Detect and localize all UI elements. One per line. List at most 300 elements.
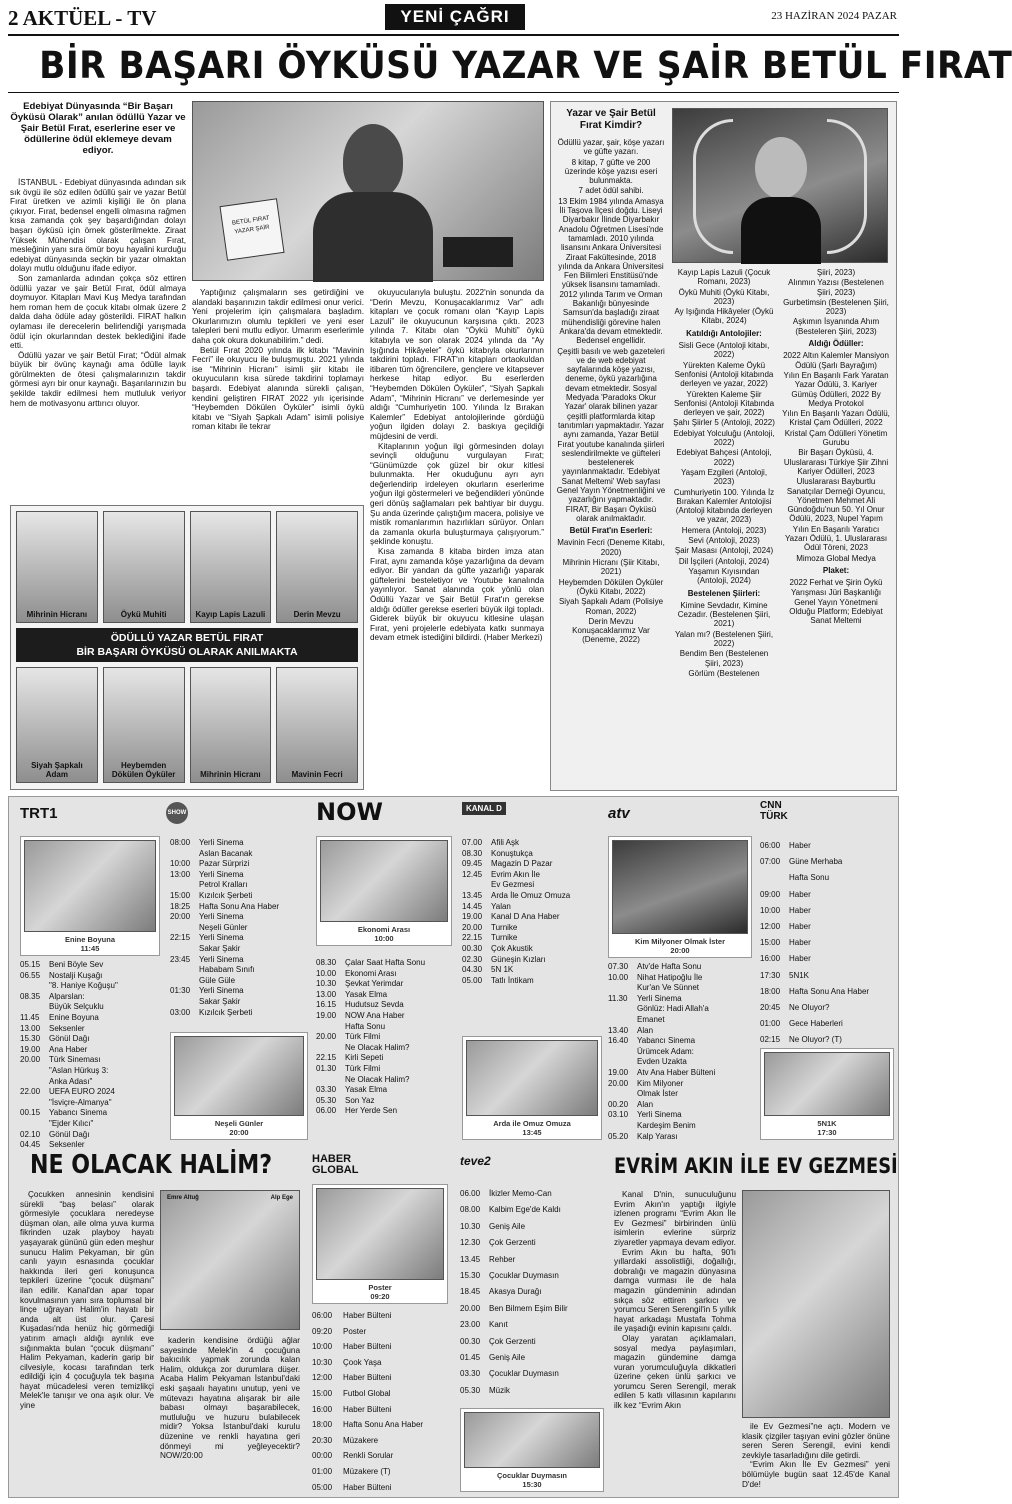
schedule-row (20, 1077, 160, 1088)
schedule-program: Türk Sineması (49, 1055, 101, 1065)
article-paragraph: Ödüllü yazar ve şair Betül Fırat; “Ödül almak büyük bir övünç kaynağı ama ödülle layık görülmekten de ötesi çalışmalarınızın takdir görmesi ayrı bir onur kaynağı. Başarılarınızın bu şekilde takdir edilmesi hem mutluluk veriyor hem de motivasyonu arttırıcı oluyor. (10, 350, 186, 408)
schedule-row (608, 1100, 752, 1111)
work-item: Ay Işığında Hikâyeler (Öykü Kitabı, 2024) (674, 307, 774, 326)
schedule-program: Neşeli Günler (199, 922, 248, 932)
schedule-program: Güne Merhaba (789, 857, 843, 867)
article-paragraph: okuyucularıyla buluştu. 2022'nin sonunda da “Derin Mevzu, Konuşacaklarımız Var” adlı kitapları ve çocuk romanı olan “Kayıp Lapis Lazuli” ile okuyucunun karşısına çıktı. 2023 yılında 7. Kitabı olan “Öykü Muhiti” öykü kitabıyla ve son olarak 2024 yılında da “Ay Işığında Hikâyeler” öykü kitabıyla okurlarının takdirini topladı. FIRAT'ın kitapları ortaokuldan itibaren tüm öğrencilere, gençlere ve kitapsever herkese hitap ediyor. Bu eserlerden “Heybemden Dökülen Öyküler”, “Siyah Şapkalı Adam”, “Mihrinin Hicranı” ve derlemesinde yer aldığı “Cumhuriyetin 100. Yılında İz Bırakan Kalemler” Edebiyat antolojilerinde gördüğü yoğun ilgiden dolayı 2. baskıya geçildiği müjdesini de verdi. (370, 288, 544, 441)
schedule-program: Nihat Hatipoğlu İle (637, 972, 703, 982)
newspaper-logo[interactable] (385, 4, 525, 30)
book-cover: Siyah Şapkalı Adam (16, 667, 98, 783)
schedule-row (608, 983, 752, 994)
program-time: 13:45 (522, 1128, 542, 1137)
schedule-row (20, 1013, 160, 1024)
schedule-row (608, 1015, 752, 1026)
schedule-row (316, 1032, 454, 1043)
schedule-row (460, 1284, 604, 1300)
schedule-time: 05.20 (608, 1131, 629, 1141)
schedule-program: Hafta Sonu Ana Haber (199, 901, 280, 911)
schedule-row (312, 1402, 452, 1418)
schedule-time (170, 880, 199, 891)
schedule-time: 20.00 (462, 922, 483, 932)
program-time: 09:20 (370, 1292, 390, 1301)
schedule-row (316, 1053, 454, 1064)
schedule-program: Büyük Selçuklu (49, 1002, 104, 1012)
program-caption: Enine Boyuna (64, 935, 115, 944)
schedule-row (20, 971, 160, 982)
schedule-row (20, 1108, 160, 1119)
schedule-row (170, 965, 308, 976)
schedule-time: 17:30 (760, 970, 781, 980)
haberglobal-logo (312, 1154, 358, 1176)
schedule-row (760, 870, 894, 886)
schedule-time: 10.30 (316, 979, 337, 989)
schedule-program: Çocuklar Duymasın (489, 1271, 559, 1281)
author-body (313, 192, 433, 282)
schedule-time: 13.45 (460, 1254, 481, 1264)
poster-name: Alp Ege (270, 1195, 293, 1201)
schedule-time: 15:00 (312, 1388, 333, 1398)
work-item: Mavinin Fecri (Deneme Kitabı, 2020) (557, 538, 665, 557)
schedule-time: 19.00 (462, 912, 483, 922)
schedule-program: Çalar Saat Hafta Sonu (345, 958, 426, 967)
schedule-time: 08.00 (460, 1205, 481, 1215)
program-time: 20:00 (670, 946, 690, 955)
portrait-body (741, 197, 821, 264)
article-column-2 (192, 288, 364, 500)
schedule-time: 03.30 (316, 1085, 337, 1095)
program-caption: Arda ile Omuz Omuza (493, 1119, 571, 1128)
schedule-time (170, 849, 199, 860)
schedule-row (170, 859, 308, 870)
schedule-time: 15:00 (170, 890, 191, 900)
author-figure (343, 124, 403, 199)
schedule-time (170, 976, 199, 987)
schedule-row (460, 1268, 604, 1284)
evrim-story-column-2 (742, 1422, 890, 1492)
schedule-row (170, 1008, 308, 1019)
schedule-time (608, 1047, 637, 1058)
schedule-time: 06.00 (316, 1106, 337, 1116)
schedule-time: 23.00 (460, 1320, 481, 1330)
schedule-row (170, 838, 308, 849)
bio-text: Ödüllü yazar, şair, köşe yazarı ve güfte yazarı. (557, 138, 665, 157)
schedule-program: Turnike (491, 922, 518, 932)
schedule-program: Evden Uzakta (637, 1057, 687, 1067)
schedule-program: NOW Ana Haber (345, 1010, 405, 1020)
now-schedule (316, 958, 454, 1117)
schedule-time: 18:00 (312, 1420, 333, 1430)
award-item: Yılın En Başarılı Fark Yaratan Yazar Ödülü, 3. Kariyer Gümüş Ödülleri, 2022 By Medya Protokol (783, 370, 889, 408)
anthology-item: Şahı Şiirler 5 (Antoloji, 2022) (673, 418, 775, 428)
anthology-item: Yürekten Kaleme Öykü Senfonisi (Antoloji kitabında derleyen ve yazar, 2022) (674, 360, 774, 389)
schedule-row (608, 1089, 752, 1100)
schedule-program: Pazar Sürprizi (199, 859, 250, 869)
anthology-item: Cumhuriyetin 100. Yılında İz Bırakan Kalemler Antolojisi (Antoloji kitabında derleyen ve yazar, 2023) (673, 487, 775, 525)
schedule-program: Haber Bülteni (343, 1482, 392, 1492)
banner-line: ÖDÜLLÜ YAZAR BETÜL FIRAT (110, 632, 264, 644)
schedule-row (316, 1096, 454, 1107)
award-item: Bir Başarı Öyküsü, 4. Uluslararası Türkiye Şiir Zihni Kariyer Ödülleri, 2023 (783, 448, 889, 476)
schedule-program: Seksenler (49, 1023, 85, 1033)
poster-name: Emre Altuğ (167, 1195, 199, 1201)
schedule-program: Olmak İster (637, 1089, 678, 1099)
schedule-time (316, 1075, 345, 1086)
section-name: AKTÜEL - TV (22, 6, 157, 30)
work-item: Derin Mevzu Konuşacaklarımız Var (Deneme, 2022) (572, 616, 650, 645)
header-rule (8, 34, 899, 36)
schedule-time: 12.30 (460, 1238, 481, 1248)
schedule-program: Ne Oluyor? (T) (789, 1035, 842, 1045)
schedule-program: Haber Bülteni (343, 1311, 392, 1320)
schedule-time: 03:00 (170, 1007, 191, 1017)
schedule-time: 08.35 (20, 991, 41, 1001)
schedule-time (608, 1089, 637, 1100)
schedule-program: Nostalji Kuşağı (49, 970, 103, 980)
schedule-row (462, 870, 602, 881)
teve2-schedule (460, 1186, 604, 1399)
schedule-time: 16:00 (312, 1404, 333, 1414)
schedule-program: Konuştukça (491, 848, 533, 858)
teve2-card (460, 1408, 604, 1492)
schedule-program: Kızılcık Şerbeti (199, 890, 253, 900)
schedule-program: "İsviçre-Almanya" (49, 1097, 112, 1107)
schedule-program: Ürümcek Adam: (637, 1046, 694, 1056)
schedule-row (760, 919, 894, 935)
schedule-time (170, 997, 199, 1008)
logo-line: HABER (312, 1153, 352, 1165)
schedule-program: Renkli Sorular (343, 1451, 394, 1461)
schedule-program: Yerli Sinema (199, 986, 244, 996)
schedule-row (462, 859, 602, 870)
schedule-program: Poster (343, 1326, 367, 1336)
schedule-row (20, 1130, 160, 1141)
schedule-program: Turnike (491, 933, 518, 943)
songs-heading: Bestelenen Şiirleri: (687, 588, 761, 598)
schedule-program: Gönül Dağı (49, 1129, 90, 1139)
schedule-row (20, 1055, 160, 1066)
schedule-row (312, 1417, 452, 1433)
schedule-time (608, 983, 637, 994)
page-number: 2 (8, 6, 19, 30)
schedule-program: Gönlüz: Hadi Allah'a (637, 1004, 709, 1014)
schedule-time: 10:30 (312, 1357, 333, 1367)
article-column-3 (370, 288, 544, 790)
schedule-time: 22.00 (20, 1087, 41, 1097)
schedule-time: 01.45 (460, 1353, 481, 1363)
book-cover: Mihrinin Hicranı (16, 511, 98, 623)
book-stack (443, 237, 513, 267)
schedule-time: 12.45 (462, 869, 483, 879)
schedule-time: 10:00 (170, 859, 191, 869)
schedule-program: 5N 1K (491, 965, 514, 975)
show-photo (174, 1036, 304, 1116)
schedule-time: 19.00 (608, 1067, 629, 1077)
schedule-program: Enine Boyuna (49, 1012, 99, 1022)
sidebar-column-1 (556, 138, 666, 788)
author-portrait (672, 108, 888, 263)
schedule-program: Yasak Elma (345, 989, 388, 999)
schedule-time (170, 923, 199, 934)
schedule-program: Müzakere (343, 1435, 379, 1445)
schedule-row (462, 933, 602, 944)
schedule-program: Tatlı İntikam (491, 975, 534, 985)
schedule-program: Yalan (491, 901, 511, 911)
schedule-time: 20.00 (460, 1303, 481, 1313)
sidebar-column-2 (672, 268, 776, 788)
plaque-heading: Plaket: (822, 565, 850, 575)
schedule-program: UEFA EURO 2024 (49, 1087, 115, 1097)
song-item: Yalan mı? (Bestelenen Şiiri, 2022) (674, 629, 774, 648)
schedule-time: 18.45 (460, 1287, 481, 1297)
schedule-row (316, 1011, 454, 1022)
schedule-program: Geniş Aile (489, 1353, 526, 1363)
schedule-program: Sakar Şakir (199, 943, 241, 953)
schedule-row (608, 1121, 752, 1132)
schedule-time: 15.30 (460, 1271, 481, 1281)
book-cover: Derin Mevzu (276, 511, 358, 623)
schedule-row (312, 1480, 452, 1496)
schedule-program: Geniş Aile (489, 1221, 526, 1231)
schedule-program: Yabancı Sinema (49, 1108, 108, 1118)
program-caption: Neşeli Günler (214, 1119, 264, 1128)
logo-text: YENİ ÇAĞRI (400, 7, 510, 26)
schedule-time: 12:00 (760, 922, 781, 932)
schedule-row (20, 1045, 160, 1056)
schedule-program: Kalp Yarası (637, 1131, 678, 1141)
schedule-time: 07.00 (462, 838, 483, 847)
schedule-program: "Ejder Kılıcı" (49, 1118, 94, 1128)
schedule-program: Kanıt (489, 1320, 508, 1330)
schedule-program: Alparslan: (49, 991, 85, 1001)
anthology-item: Hemera (Antoloji, 2023) (681, 525, 767, 535)
schedule-row (312, 1324, 452, 1340)
schedule-program: Alan (637, 1099, 654, 1109)
schedule-program: Yerli Sinema (637, 1110, 682, 1120)
schedule-row (20, 1066, 160, 1077)
schedule-row (760, 854, 894, 870)
schedule-program: Her Yerde Sen (345, 1106, 398, 1116)
schedule-row (170, 955, 308, 966)
schedule-time: 22.15 (462, 933, 483, 943)
schedule-row (760, 1016, 894, 1032)
book-cover: Mihrinin Hicranı (190, 667, 272, 783)
schedule-time: 19.00 (20, 1044, 41, 1054)
schedule-row (608, 962, 752, 973)
schedule-program: Hafta Sonu (345, 1021, 386, 1031)
anthology-heading: Katıldığı Antolojiler: (686, 328, 762, 338)
schedule-row (608, 1004, 752, 1015)
teve2-logo: teve2 (460, 1154, 491, 1168)
trt1-photo (24, 840, 156, 932)
anthology-item: Yaşamın Kıyısından (Antoloji, 2024) (688, 566, 760, 586)
award-item: 2022 Altın Kalemler Mansiyon Ödülü (Şarlı Bayrağım) (783, 351, 889, 370)
schedule-row (20, 1024, 160, 1035)
schedule-row (20, 1034, 160, 1045)
schedule-row (20, 981, 160, 992)
program-caption: 5N1K (817, 1119, 837, 1128)
schedule-row (608, 1047, 752, 1058)
plaque-item: 2022 Ferhat ve Şirin Öykü Yarışması Jüri Başkanlığı (789, 578, 883, 597)
schedule-time (170, 965, 199, 976)
schedule-program: Yerli Sinema (199, 838, 244, 847)
schedule-program: Haber (789, 889, 811, 899)
schedule-time: 18:00 (760, 986, 781, 996)
evrim-story-title: EVRİM AKIN İLE EV GEZMESİ (614, 1154, 898, 1178)
schedule-program: Hafta Sonu (789, 873, 830, 883)
schedule-row (608, 1068, 752, 1079)
schedule-program: Gönül Dağı (49, 1034, 90, 1044)
award-item: Yılın En Başarılı Yaratıcı Yazarı Ödülü, 1. Uluslararası Ödül Töreni, 2023 (784, 524, 888, 553)
schedule-time (20, 981, 49, 992)
schedule-program: Ekonomi Arası (345, 968, 397, 978)
schedule-row (312, 1339, 452, 1355)
schedule-time: 00.30 (462, 943, 483, 953)
schedule-time (20, 1098, 49, 1109)
schedule-row (760, 968, 894, 984)
schedule-row (760, 935, 894, 951)
schedule-program: Çocuklar Duymasın (489, 1369, 559, 1379)
schedule-row (312, 1464, 452, 1480)
schedule-time: 16.15 (316, 1000, 337, 1010)
article-paragraph: Kitaplarının yoğun ilgi görmesinden dolayı sevinçli olduğunu vurgulayan Fırat; “Günümüzde çok güzel bir okur kitlesi bulunmakta. Her okuduğunu ayrı ayrı değerlendirip irdeleyen okurların eserlerime yoğun ilgi göstermeleri ve beğendikleri yönünde geri dönüş sağlamaları pek bahtiyar bir duygu. Şu anda üzerinde çalıştığım macera, polisiye ve mistik romanlarımın hazırlıkları sürüyor. Onları da zamanla okurla buluşturmaya çalışıyorum.” şeklinde konuştu. (370, 441, 544, 547)
schedule-row (462, 923, 602, 934)
evrim-story-column-1 (614, 1190, 736, 1490)
schedule-program: Haber Bülteni (343, 1342, 392, 1352)
schedule-time: 10.30 (460, 1221, 481, 1231)
schedule-time: 04.30 (462, 965, 483, 975)
evrim-photo (742, 1190, 890, 1418)
schedule-row (316, 1022, 454, 1033)
schedule-program: Hafta Sonu Ana Haber (343, 1420, 424, 1430)
haberglobal-schedule (312, 1308, 452, 1495)
schedule-time: 12:00 (312, 1373, 333, 1383)
atv-logo: atv (608, 805, 630, 822)
schedule-program: Çok Akustik (491, 943, 533, 953)
schedule-time: 22:15 (170, 933, 191, 943)
schedule-program: Kardeşim Benim (637, 1120, 696, 1130)
schedule-time: 13:00 (170, 869, 191, 879)
schedule-row (760, 1032, 894, 1048)
article-paragraph: Son zamanlarda adından çokça söz ettiren ödüllü yazar ve şair Betül Fırat, ödül almaya doymuyor. Kitapları Mavi Kuş Medya tarafından hem roman hem de çocuk kitabı olmak üzere 2 dalda daha ödüle aday gösterildi. FIRAT halkın oylaması ile derecelerin belirlendiği yarışmada ödül için okurlarından destek beklediğini ifade etti. (10, 273, 186, 351)
sign-line: YAZAR ŞAİR (234, 224, 270, 236)
schedule-program: Müzakere (T) (343, 1466, 391, 1476)
schedule-time (608, 1121, 637, 1132)
schedule-program: Müzik (489, 1385, 510, 1395)
schedule-program: Arda İle Omuz Omuza (491, 890, 571, 900)
schedule-time (316, 1022, 345, 1033)
show-schedule (170, 838, 308, 1018)
schedule-time: 20:00 (170, 912, 191, 922)
schedule-program: Şevkat Yerimdar (345, 979, 404, 989)
song-item: Gurbetimsin (Bestelenen Şiiri, 2023) (783, 297, 889, 317)
schedule-row (312, 1386, 452, 1402)
schedule-row (608, 973, 752, 984)
schedule-row (312, 1355, 452, 1371)
program-time: 11:45 (80, 944, 100, 953)
show-logo: SHOW (166, 802, 188, 824)
schedule-program: Ana Haber (49, 1044, 88, 1054)
schedule-time: 07:00 (760, 857, 781, 867)
schedule-time: 11.30 (608, 993, 628, 1003)
schedule-program: Akasya Durağı (489, 1287, 542, 1297)
schedule-row (608, 1079, 752, 1090)
anthology-item: Sevi (Antoloji, 2023) (688, 536, 760, 546)
schedule-program: Son Yaz (345, 1095, 375, 1105)
schedule-program: Haber Bülteni (343, 1404, 392, 1414)
schedule-time: 10:00 (760, 905, 781, 915)
story-paragraph: Evrim Akın bu hafta, 90'lı yıllardaki assolistliği, doğallığı, dobralığı ve magazin dünyasına damga vurması ile de hala magazin gündeminin adından sıkça söz ettiren şarkıcı ve yorumcu Seren Serengil'in 5 yıllık hayat arkadaşı Mustafa Tohma ile yaşadığı evinin kapısını çaldı. (614, 1247, 736, 1334)
schedule-time: 04.45 (20, 1140, 41, 1150)
now-logo: NOW (316, 798, 383, 826)
schedule-time (608, 1015, 637, 1026)
book-row-top (16, 511, 358, 623)
atv-card (608, 836, 752, 958)
schedule-time (608, 1057, 637, 1068)
atv-schedule (608, 962, 752, 1142)
schedule-program: Ne Olacak Halim? (345, 1074, 410, 1084)
schedule-row (170, 933, 308, 944)
program-time: 17:30 (817, 1128, 837, 1137)
schedule-time: 19.00 (316, 1010, 337, 1020)
schedule-program: Ne Oluyor? (789, 1003, 830, 1013)
article-paragraph: Yaptığınız çalışmaların ses getirdiğini ve alandaki başarınızın takdir edilmesi onur verici. Yeni projelerim için çalışmalara başladım. Okurlarımızın olumlu tepkileri ve yeni eser talepleri beni mutlu ediyor. Umarım eserlerimle daha çok okura dokunabilirim.” dedi. (192, 288, 364, 345)
schedule-row (608, 1132, 752, 1143)
schedule-time: 09:00 (760, 889, 781, 899)
schedule-row (170, 891, 308, 902)
show-card (170, 1032, 308, 1140)
schedule-row (460, 1317, 604, 1333)
schedule-program: Yerli Sinema (199, 933, 244, 943)
schedule-program: Kalbim Ege'de Kaldı (489, 1205, 561, 1215)
song-item: Görlüm (Bestelenen (688, 668, 760, 678)
name-sign (219, 198, 284, 261)
article-column-1 (10, 178, 186, 500)
schedule-program: Ben Bilmem Eşim Bilir (489, 1303, 568, 1313)
song-item: Aşkımın İsyanında Ahım (Besteleren Şiiri, 2023) (792, 317, 880, 336)
schedule-time: 08.30 (462, 848, 483, 858)
schedule-row (316, 1043, 454, 1054)
schedule-row (170, 923, 308, 934)
kanald-schedule (462, 838, 602, 986)
schedule-row (170, 997, 308, 1008)
program-caption: Çocuklar Duymasın (496, 1471, 568, 1480)
schedule-program: Hafta Sonu Ana Haber (789, 986, 870, 996)
story-paragraph: kaderin kendisine ördüğü ağlar sayesinde Melek'in 4 çocuğuna bakıcılık yapmak zorunda kalan Halim, oldukça zor durumlara düşer. Acaba Halim Pekyaman İstanbul'daki eski şaşaalı hayatını unutup, yeni ve mütevazı hayatına alışarak bir aile babası olmayı başarabilecek, mutluluğu ve huzuru bulabilecek midir? Yoksa İstanbul'daki kurulu düzenine ve renkli hayatına geri dönmeyi mi yeğleyecektir? NOW/20:00 (160, 1336, 300, 1461)
logo-line: GLOBAL (312, 1164, 359, 1176)
schedule-time (462, 880, 491, 891)
schedule-row (460, 1366, 604, 1382)
trt1-logo: TRT1 (20, 805, 58, 822)
schedule-time: 08.30 (316, 958, 337, 967)
schedule-program: Çok Gerzenti (489, 1238, 536, 1248)
schedule-time: 20.00 (20, 1055, 41, 1065)
song-item: Alınmın Yazısı (Bestelenen Şiiri, 2023) (788, 278, 884, 297)
schedule-time: 01:00 (312, 1466, 333, 1476)
work-item: Mihrinin Hicranı (Şiir Kitabı, 2021) (562, 558, 660, 577)
schedule-program: Yerli Sinema (199, 869, 244, 879)
schedule-time: 00.15 (20, 1108, 41, 1118)
schedule-row (316, 990, 454, 1001)
schedule-program: Haber Bülteni (343, 1373, 392, 1383)
schedule-time: 09:20 (312, 1326, 333, 1336)
plaque-item: Genel Yayın Yönetmeni Olduğu Platform; Edebiyat Sanat Meltemi (789, 597, 883, 626)
program-caption: Poster (368, 1283, 392, 1292)
haberglobal-photo (316, 1188, 444, 1280)
schedule-program: Atv Ana Haber Bülteni (637, 1067, 716, 1077)
schedule-program: Haber (789, 841, 811, 850)
schedule-program: Güneşin Kızları (491, 954, 546, 964)
schedule-row (462, 965, 602, 976)
